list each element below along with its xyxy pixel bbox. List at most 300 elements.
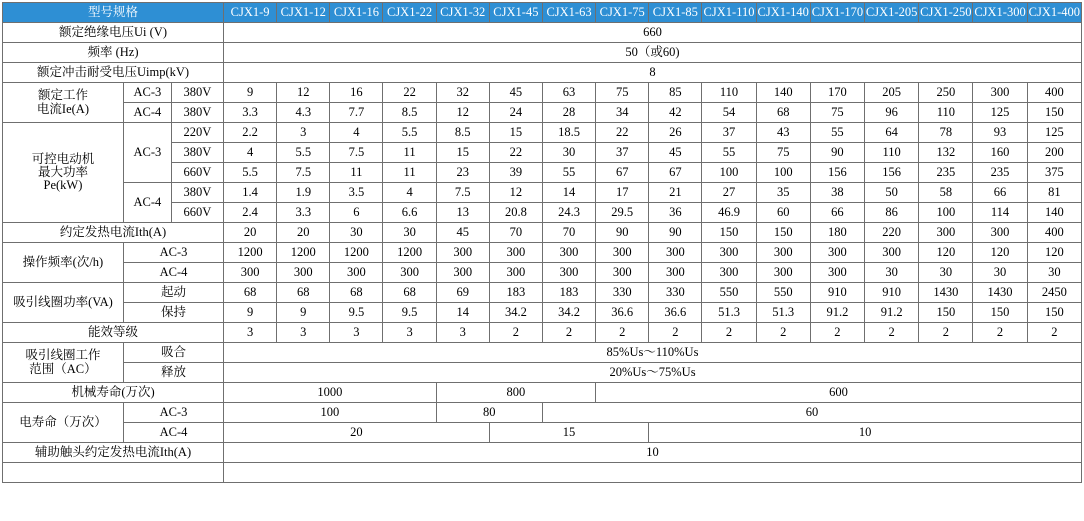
p366-v15: 375 xyxy=(1027,163,1081,183)
of3-v7: 300 xyxy=(596,243,649,263)
elec-life-ac3-g0: 100 xyxy=(224,403,437,423)
p466-v13: 100 xyxy=(919,203,973,223)
p466-v8: 36 xyxy=(649,203,702,223)
header-model-8: CJX1-85 xyxy=(649,3,702,23)
p466-v15: 140 xyxy=(1027,203,1081,223)
row-label-ith: 约定发热电流Ith(A) xyxy=(3,223,224,243)
row-label-motor-power xyxy=(3,123,124,223)
of4-v0: 300 xyxy=(224,263,277,283)
ch-v9: 51.3 xyxy=(702,303,756,323)
power-ac3-220-volt: 220V xyxy=(171,123,223,143)
p338-v0: 4 xyxy=(224,143,277,163)
of4-v2: 300 xyxy=(330,263,383,283)
p322-v3: 5.5 xyxy=(383,123,436,143)
of4-v8: 300 xyxy=(649,263,702,283)
ch-v12: 91.2 xyxy=(865,303,919,323)
eff-v11: 2 xyxy=(810,323,864,343)
of3-v2: 1200 xyxy=(330,243,383,263)
of3-v4: 300 xyxy=(436,243,489,263)
row-label-ie-line2: 电流Ie(A) xyxy=(36,101,89,116)
ie-ac3-v8: 85 xyxy=(649,83,702,103)
table-row xyxy=(3,243,1082,263)
coil-start-type: 起动 xyxy=(123,283,223,303)
p366-v5: 39 xyxy=(489,163,542,183)
of3-v13: 120 xyxy=(919,243,973,263)
p366-v11: 156 xyxy=(810,163,864,183)
coil-pickup-type: 吸合 xyxy=(123,343,223,363)
cs-v5: 183 xyxy=(489,283,542,303)
p322-v4: 8.5 xyxy=(436,123,489,143)
ie-ac3-v13: 250 xyxy=(919,83,973,103)
coil-pickup-value: 85%Us～110%Us xyxy=(224,343,1082,363)
table-row xyxy=(3,103,1082,123)
cs-v2: 68 xyxy=(330,283,383,303)
header-model-14: CJX1-300 xyxy=(973,3,1027,23)
value-ui: 660 xyxy=(224,23,1082,43)
p338-v2: 7.5 xyxy=(330,143,383,163)
p322-v5: 15 xyxy=(489,123,542,143)
ie-ac4-v14: 125 xyxy=(973,103,1027,123)
ie-ac4-v3: 8.5 xyxy=(383,103,436,123)
header-model-5: CJX1-45 xyxy=(489,3,542,23)
header-model-2: CJX1-16 xyxy=(330,3,383,23)
p466-v4: 13 xyxy=(436,203,489,223)
table-row xyxy=(3,43,1082,63)
cs-v1: 68 xyxy=(277,283,330,303)
p322-v14: 93 xyxy=(973,123,1027,143)
mech-life-g0: 1000 xyxy=(224,383,437,403)
ch-v1: 9 xyxy=(277,303,330,323)
row-label-coil-range-line2: 范围（AC） xyxy=(29,361,97,376)
cs-v4: 69 xyxy=(436,283,489,303)
p438-v5: 12 xyxy=(489,183,542,203)
ie-ac4-v1: 4.3 xyxy=(277,103,330,123)
p322-v2: 4 xyxy=(330,123,383,143)
ith-v5: 70 xyxy=(489,223,542,243)
p366-v3: 11 xyxy=(383,163,436,183)
eff-v4: 3 xyxy=(436,323,489,343)
of4-v5: 300 xyxy=(489,263,542,283)
p366-v6: 55 xyxy=(542,163,595,183)
of4-v10: 300 xyxy=(756,263,810,283)
elec-life-ac3-type: AC-3 xyxy=(123,403,223,423)
p366-v14: 235 xyxy=(973,163,1027,183)
ith-v3: 30 xyxy=(383,223,436,243)
ith-v2: 30 xyxy=(330,223,383,243)
eff-v3: 3 xyxy=(383,323,436,343)
row-label-trailing xyxy=(3,463,224,483)
eff-v13: 2 xyxy=(919,323,973,343)
eff-v2: 3 xyxy=(330,323,383,343)
p366-v2: 11 xyxy=(330,163,383,183)
of3-v6: 300 xyxy=(542,243,595,263)
table-row xyxy=(3,263,1082,283)
of3-v12: 300 xyxy=(865,243,919,263)
ie-ac4-v6: 28 xyxy=(542,103,595,123)
cs-v13: 1430 xyxy=(919,283,973,303)
p338-v14: 160 xyxy=(973,143,1027,163)
cs-v14: 1430 xyxy=(973,283,1027,303)
ch-v8: 36.6 xyxy=(649,303,702,323)
of3-v11: 300 xyxy=(810,243,864,263)
p338-v3: 11 xyxy=(383,143,436,163)
ie-ac4-v15: 150 xyxy=(1027,103,1081,123)
ch-v0: 9 xyxy=(224,303,277,323)
aux-ith-value: 10 xyxy=(224,443,1082,463)
eff-v0: 3 xyxy=(224,323,277,343)
table-row xyxy=(3,443,1082,463)
ch-v7: 36.6 xyxy=(596,303,649,323)
ie-ac4-v5: 24 xyxy=(489,103,542,123)
p466-v11: 66 xyxy=(810,203,864,223)
ie-ac3-volt: 380V xyxy=(171,83,223,103)
p366-v7: 67 xyxy=(596,163,649,183)
ch-v3: 9.5 xyxy=(383,303,436,323)
p438-v9: 27 xyxy=(702,183,756,203)
p322-v6: 18.5 xyxy=(542,123,595,143)
ie-ac3-v15: 400 xyxy=(1027,83,1081,103)
coil-hold-type: 保持 xyxy=(123,303,223,323)
header-model-11: CJX1-170 xyxy=(810,3,864,23)
p438-v14: 66 xyxy=(973,183,1027,203)
table-row xyxy=(3,463,1082,483)
p438-v2: 3.5 xyxy=(330,183,383,203)
table-row xyxy=(3,283,1082,303)
table-row xyxy=(3,343,1082,363)
p338-v12: 110 xyxy=(865,143,919,163)
p438-v1: 1.9 xyxy=(277,183,330,203)
p322-v8: 26 xyxy=(649,123,702,143)
p466-v7: 29.5 xyxy=(596,203,649,223)
of4-v9: 300 xyxy=(702,263,756,283)
of4-v14: 30 xyxy=(973,263,1027,283)
ie-ac4-v13: 110 xyxy=(919,103,973,123)
header-model-9: CJX1-110 xyxy=(702,3,756,23)
table-row xyxy=(3,323,1082,343)
ie-ac4-v12: 96 xyxy=(865,103,919,123)
of3-v8: 300 xyxy=(649,243,702,263)
p438-v8: 21 xyxy=(649,183,702,203)
ith-v0: 20 xyxy=(224,223,277,243)
row-label-aux-ith: 辅助触头约定发热电流Ith(A) xyxy=(3,443,224,463)
header-model-0: CJX1-9 xyxy=(224,3,277,23)
p366-v9: 100 xyxy=(702,163,756,183)
p338-v10: 75 xyxy=(756,143,810,163)
eff-v15: 2 xyxy=(1027,323,1081,343)
ith-v10: 150 xyxy=(756,223,810,243)
of3-v14: 120 xyxy=(973,243,1027,263)
elec-life-ac4-g0: 20 xyxy=(224,423,490,443)
row-label-coil-range-line1: 吸引线圈工作 xyxy=(25,348,101,363)
p466-v14: 114 xyxy=(973,203,1027,223)
power-ac3-660-volt: 660V xyxy=(171,163,223,183)
p438-v0: 1.4 xyxy=(224,183,277,203)
trailing-value xyxy=(224,463,1082,483)
ie-ac3-v6: 63 xyxy=(542,83,595,103)
p466-v1: 3.3 xyxy=(277,203,330,223)
p466-v0: 2.4 xyxy=(224,203,277,223)
eff-v10: 2 xyxy=(756,323,810,343)
ch-v6: 34.2 xyxy=(542,303,595,323)
header-model-12: CJX1-205 xyxy=(865,3,919,23)
table-row xyxy=(3,363,1082,383)
ch-v10: 51.3 xyxy=(756,303,810,323)
p466-v5: 20.8 xyxy=(489,203,542,223)
eff-v5: 2 xyxy=(489,323,542,343)
table-row xyxy=(3,403,1082,423)
table-row xyxy=(3,303,1082,323)
p466-v12: 86 xyxy=(865,203,919,223)
p438-v6: 14 xyxy=(542,183,595,203)
elec-life-ac4-g2: 10 xyxy=(649,423,1082,443)
specification-table xyxy=(2,2,1082,483)
elec-life-ac3-g1: 80 xyxy=(436,403,542,423)
cs-v10: 550 xyxy=(756,283,810,303)
p338-v4: 15 xyxy=(436,143,489,163)
header-model-7: CJX1-75 xyxy=(596,3,649,23)
eff-v12: 2 xyxy=(865,323,919,343)
ith-v12: 220 xyxy=(865,223,919,243)
p466-v9: 46.9 xyxy=(702,203,756,223)
row-label-electrical-life: 电寿命（万次） xyxy=(3,403,124,443)
header-model-1: CJX1-12 xyxy=(277,3,330,23)
p438-v12: 50 xyxy=(865,183,919,203)
p338-v5: 22 xyxy=(489,143,542,163)
of4-v7: 300 xyxy=(596,263,649,283)
of4-v4: 300 xyxy=(436,263,489,283)
row-label-ui: 额定绝缘电压Ui (V) xyxy=(3,23,224,43)
ie-ac4-v10: 68 xyxy=(756,103,810,123)
eff-v1: 3 xyxy=(277,323,330,343)
ith-v7: 90 xyxy=(596,223,649,243)
p438-v13: 58 xyxy=(919,183,973,203)
p366-v12: 156 xyxy=(865,163,919,183)
ith-v4: 45 xyxy=(436,223,489,243)
cs-v8: 330 xyxy=(649,283,702,303)
p438-v3: 4 xyxy=(383,183,436,203)
row-label-coil-power: 吸引线圈功率(VA) xyxy=(3,283,124,323)
eff-v7: 2 xyxy=(596,323,649,343)
of4-v3: 300 xyxy=(383,263,436,283)
value-frequency: 50（或60) xyxy=(224,43,1082,63)
of3-v10: 300 xyxy=(756,243,810,263)
row-label-uimp: 额定冲击耐受电压Uimp(kV) xyxy=(3,63,224,83)
coil-release-value: 20%Us～75%Us xyxy=(224,363,1082,383)
ie-ac3-v14: 300 xyxy=(973,83,1027,103)
of4-v13: 30 xyxy=(919,263,973,283)
power-ac3-380-volt: 380V xyxy=(171,143,223,163)
row-label-operating-frequency: 操作频率(次/h) xyxy=(3,243,124,283)
of3-v3: 1200 xyxy=(383,243,436,263)
p438-v10: 35 xyxy=(756,183,810,203)
opfreq-ac4-type: AC-4 xyxy=(123,263,223,283)
ch-v15: 150 xyxy=(1027,303,1081,323)
ie-ac3-v9: 110 xyxy=(702,83,756,103)
p338-v7: 37 xyxy=(596,143,649,163)
p338-v11: 90 xyxy=(810,143,864,163)
ie-ac4-v9: 54 xyxy=(702,103,756,123)
elec-life-ac4-g1: 15 xyxy=(489,423,648,443)
ie-ac3-v12: 205 xyxy=(865,83,919,103)
header-model-15: CJX1-400 xyxy=(1027,3,1081,23)
cs-v6: 183 xyxy=(542,283,595,303)
p322-v15: 125 xyxy=(1027,123,1081,143)
p466-v10: 60 xyxy=(756,203,810,223)
ith-v15: 400 xyxy=(1027,223,1081,243)
cs-v12: 910 xyxy=(865,283,919,303)
ie-ac3-v2: 16 xyxy=(330,83,383,103)
p338-v15: 200 xyxy=(1027,143,1081,163)
cs-v11: 910 xyxy=(810,283,864,303)
of4-v12: 30 xyxy=(865,263,919,283)
of4-v1: 300 xyxy=(277,263,330,283)
ith-v9: 150 xyxy=(702,223,756,243)
table-row xyxy=(3,83,1082,103)
p438-v11: 38 xyxy=(810,183,864,203)
p322-v0: 2.2 xyxy=(224,123,277,143)
p366-v1: 7.5 xyxy=(277,163,330,183)
row-label-efficiency: 能效等级 xyxy=(3,323,224,343)
table-header-row xyxy=(3,3,1082,23)
coil-release-type: 释放 xyxy=(123,363,223,383)
of3-v9: 300 xyxy=(702,243,756,263)
ie-ac3-v4: 32 xyxy=(436,83,489,103)
of4-v6: 300 xyxy=(542,263,595,283)
cs-v0: 68 xyxy=(224,283,277,303)
elec-life-ac4-type: AC-4 xyxy=(123,423,223,443)
p438-v4: 7.5 xyxy=(436,183,489,203)
eff-v6: 2 xyxy=(542,323,595,343)
row-label-frequency: 频率 (Hz) xyxy=(3,43,224,63)
row-label-coil-range xyxy=(3,343,124,383)
cs-v7: 330 xyxy=(596,283,649,303)
ie-ac3-v0: 9 xyxy=(224,83,277,103)
p466-v6: 24.3 xyxy=(542,203,595,223)
p366-v4: 23 xyxy=(436,163,489,183)
ie-ac3-v3: 22 xyxy=(383,83,436,103)
table-row xyxy=(3,63,1082,83)
ie-ac4-v8: 42 xyxy=(649,103,702,123)
ith-v8: 90 xyxy=(649,223,702,243)
p366-v10: 100 xyxy=(756,163,810,183)
cs-v15: 2450 xyxy=(1027,283,1081,303)
ie-ac3-v11: 170 xyxy=(810,83,864,103)
mech-life-g2: 600 xyxy=(596,383,1082,403)
header-first-col: 型号规格 xyxy=(3,3,224,23)
eff-v14: 2 xyxy=(973,323,1027,343)
cs-v9: 550 xyxy=(702,283,756,303)
ie-ac3-v1: 12 xyxy=(277,83,330,103)
of3-v5: 300 xyxy=(489,243,542,263)
header-model-4: CJX1-32 xyxy=(436,3,489,23)
p322-v12: 64 xyxy=(865,123,919,143)
ch-v11: 91.2 xyxy=(810,303,864,323)
ie-ac4-v4: 12 xyxy=(436,103,489,123)
cs-v3: 68 xyxy=(383,283,436,303)
power-ac4-type: AC-4 xyxy=(123,183,171,223)
ith-v1: 20 xyxy=(277,223,330,243)
ie-ac4-type: AC-4 xyxy=(123,103,171,123)
ie-ac4-v2: 7.7 xyxy=(330,103,383,123)
mech-life-g1: 800 xyxy=(436,383,595,403)
table-row xyxy=(3,383,1082,403)
of4-v11: 300 xyxy=(810,263,864,283)
header-model-13: CJX1-250 xyxy=(919,3,973,23)
ie-ac3-v7: 75 xyxy=(596,83,649,103)
p366-v0: 5.5 xyxy=(224,163,277,183)
p322-v10: 43 xyxy=(756,123,810,143)
power-ac4-380-volt: 380V xyxy=(171,183,223,203)
p438-v15: 81 xyxy=(1027,183,1081,203)
ch-v13: 150 xyxy=(919,303,973,323)
row-label-ie-line1: 额定工作 xyxy=(37,88,88,103)
value-uimp: 8 xyxy=(224,63,1082,83)
ie-ac4-v7: 34 xyxy=(596,103,649,123)
p338-v9: 55 xyxy=(702,143,756,163)
ith-v13: 300 xyxy=(919,223,973,243)
of3-v0: 1200 xyxy=(224,243,277,263)
ch-v4: 14 xyxy=(436,303,489,323)
row-label-ie xyxy=(3,83,124,123)
header-model-6: CJX1-63 xyxy=(542,3,595,23)
eff-v8: 2 xyxy=(649,323,702,343)
power-ac3-type: AC-3 xyxy=(123,123,171,183)
table-row xyxy=(3,123,1082,143)
of3-v15: 120 xyxy=(1027,243,1081,263)
ie-ac4-v11: 75 xyxy=(810,103,864,123)
p322-v11: 55 xyxy=(810,123,864,143)
ch-v2: 9.5 xyxy=(330,303,383,323)
row-label-mechanical-life: 机械寿命(万次) xyxy=(3,383,224,403)
header-model-10: CJX1-140 xyxy=(756,3,810,23)
p322-v13: 78 xyxy=(919,123,973,143)
p338-v1: 5.5 xyxy=(277,143,330,163)
ith-v14: 300 xyxy=(973,223,1027,243)
p338-v6: 30 xyxy=(542,143,595,163)
elec-life-ac3-g2: 60 xyxy=(542,403,1081,423)
table-row xyxy=(3,423,1082,443)
ith-v6: 70 xyxy=(542,223,595,243)
ie-ac4-volt: 380V xyxy=(171,103,223,123)
row-label-motor-line2: 最大功率 xyxy=(37,164,88,179)
row-label-motor-line3: Pe(kW) xyxy=(43,178,83,193)
opfreq-ac3-type: AC-3 xyxy=(123,243,223,263)
ie-ac3-type: AC-3 xyxy=(123,83,171,103)
table-row xyxy=(3,223,1082,243)
row-label-motor-line1: 可控电动机 xyxy=(31,151,95,166)
ch-v5: 34.2 xyxy=(489,303,542,323)
ch-v14: 150 xyxy=(973,303,1027,323)
table-row xyxy=(3,183,1082,203)
p322-v1: 3 xyxy=(277,123,330,143)
of3-v1: 1200 xyxy=(277,243,330,263)
ie-ac3-v5: 45 xyxy=(489,83,542,103)
header-model-3: CJX1-22 xyxy=(383,3,436,23)
p338-v13: 132 xyxy=(919,143,973,163)
p366-v8: 67 xyxy=(649,163,702,183)
p338-v8: 45 xyxy=(649,143,702,163)
p466-v2: 6 xyxy=(330,203,383,223)
ith-v11: 180 xyxy=(810,223,864,243)
eff-v9: 2 xyxy=(702,323,756,343)
of4-v15: 30 xyxy=(1027,263,1081,283)
p466-v3: 6.6 xyxy=(383,203,436,223)
ie-ac3-v10: 140 xyxy=(756,83,810,103)
p438-v7: 17 xyxy=(596,183,649,203)
p322-v9: 37 xyxy=(702,123,756,143)
table-row xyxy=(3,23,1082,43)
ie-ac4-v0: 3.3 xyxy=(224,103,277,123)
